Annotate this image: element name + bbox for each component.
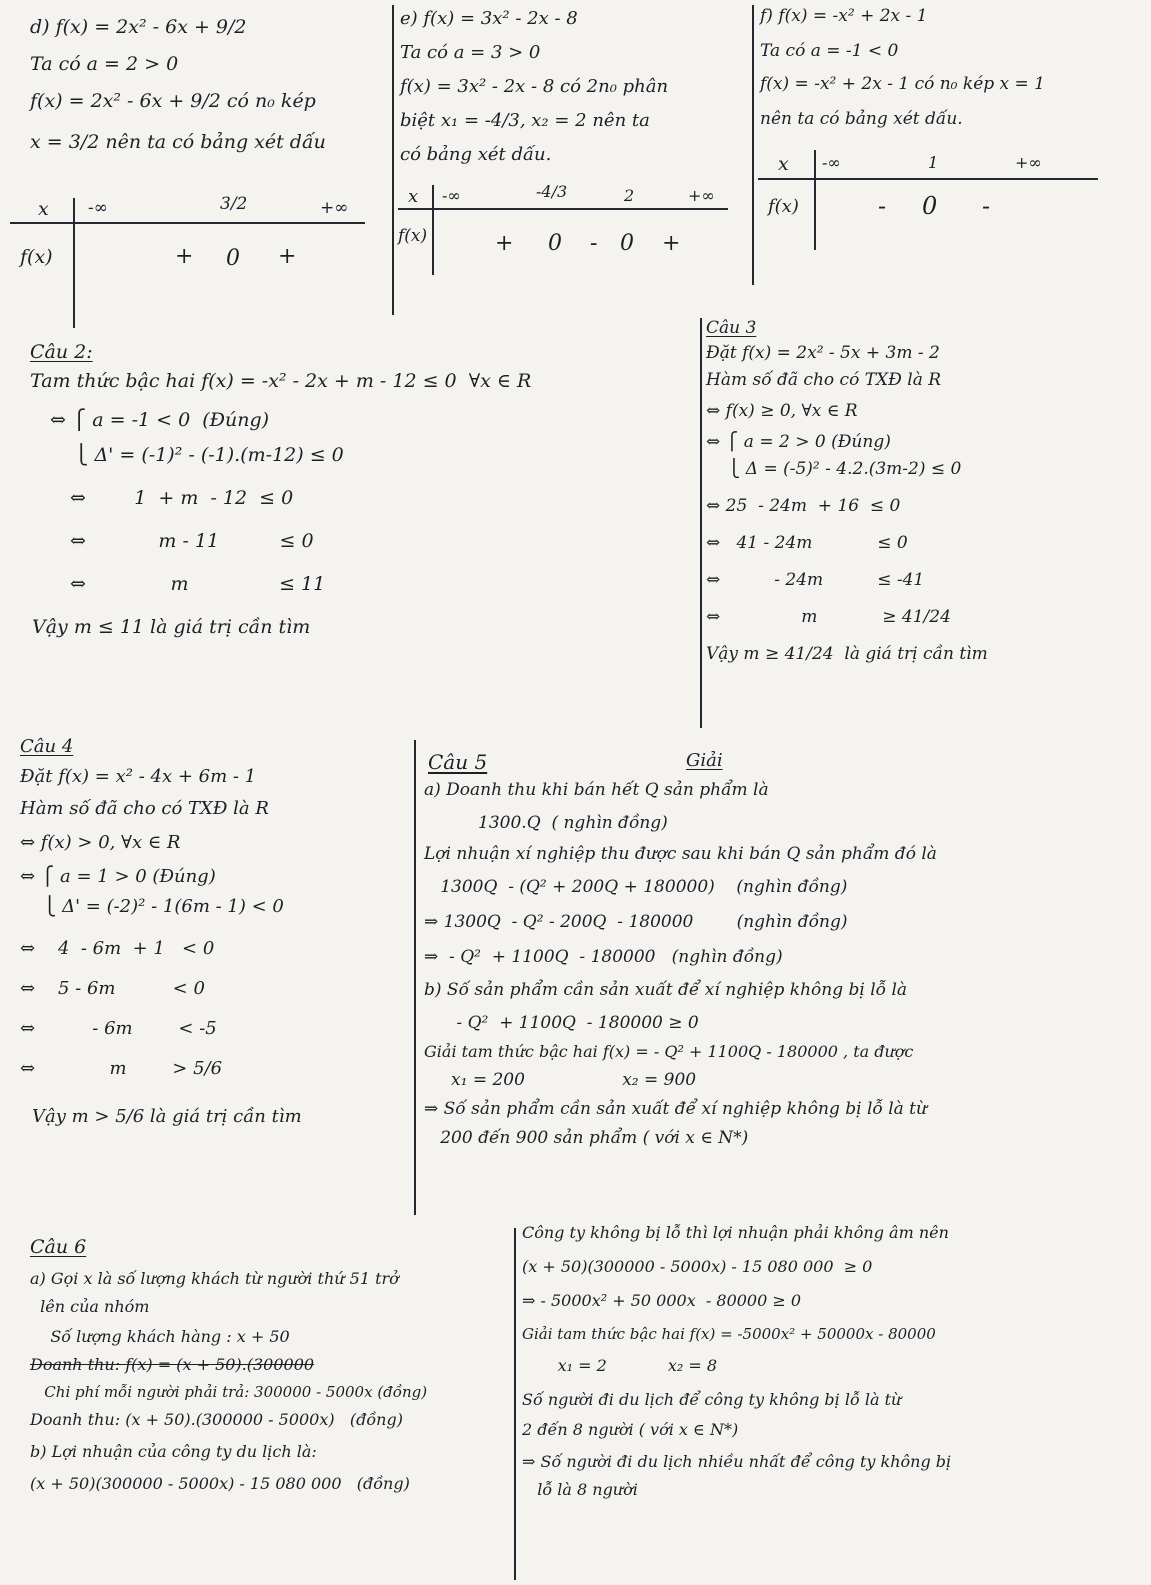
- part-e-line: có bảng xét dấu.: [400, 144, 552, 165]
- cau-3: [706, 320, 1146, 663]
- cau-6-title: Câu 6: [30, 1236, 87, 1258]
- cau-3-line: Đặt f(x) = 2x² - 5x + 3m - 2: [706, 343, 940, 363]
- cau-3-title: Câu 3: [706, 318, 757, 338]
- table-x-value: 1: [928, 153, 939, 172]
- cau-6-right: [522, 1225, 1147, 1498]
- table-sign: 0: [226, 246, 240, 271]
- cau-6-struck-line: Doanh thu: f(x) = (x + 50).(300000: [30, 1355, 315, 1374]
- divider: [752, 5, 754, 285]
- divider: [414, 740, 416, 1215]
- cau-4-line: ⇔ f(x) > 0, ∀x ∈ R: [20, 832, 181, 853]
- cau-4-line: ⇔ m > 5/6: [20, 1058, 223, 1079]
- cau-5-line: ⇒ - Q² + 1100Q - 180000 (nghìn đồng): [424, 947, 783, 967]
- part-e: [400, 10, 745, 164]
- cau-5-line: ⇒ 1300Q - Q² - 200Q - 180000 (nghìn đồng): [424, 912, 848, 932]
- table-sign: +: [495, 231, 514, 256]
- table-sign: +: [278, 244, 297, 269]
- cau-5-subtitle: Giải: [686, 750, 723, 771]
- cau-3-line: Hàm số đã cho có TXĐ là R: [706, 370, 942, 390]
- cau-5-line: ⇒ Số sản phẩm cần sản xuất để xí nghiệp không bị lỗ là từ: [424, 1099, 927, 1119]
- table-x-value: +∞: [320, 198, 349, 218]
- cau-2: [30, 343, 700, 637]
- divider: [392, 5, 394, 315]
- table-sign: -: [982, 192, 991, 220]
- cau-2-line: ⇔ m - 11 ≤ 0: [70, 530, 314, 552]
- part-d-line: Ta có a = 2 > 0: [30, 53, 179, 75]
- cau-4-line: Đặt f(x) = x² - 4x + 6m - 1: [20, 766, 257, 787]
- cau-6-line: b) Lợi nhuận của công ty du lịch là:: [30, 1442, 317, 1461]
- table-sign: 0: [620, 231, 634, 256]
- part-e-line: e) f(x) = 3x² - 2x - 8: [400, 8, 578, 29]
- cau-6-right-line: Công ty không bị lỗ thì lợi nhuận phải không âm nên: [522, 1223, 949, 1242]
- cau-6-right-line: x₁ = 2 x₂ = 8: [522, 1356, 718, 1375]
- cau-3-line: ⇔ m ≥ 41/24: [706, 607, 951, 627]
- cau-6-right-line: ⇒ - 5000x² + 50 000x - 80000 ≥ 0: [522, 1291, 802, 1310]
- table-x-value: +∞: [1015, 153, 1042, 172]
- cau-5-line: a) Doanh thu khi bán hết Q sản phẩm là: [424, 780, 769, 800]
- table-sign: 0: [548, 231, 562, 256]
- cau-4: [20, 738, 405, 1126]
- cau-6-right-line: 2 đến 8 người ( với x ∈ N*): [522, 1420, 739, 1439]
- table-x-label: x: [778, 153, 789, 175]
- table-x-value: -4/3: [536, 182, 568, 201]
- cau-3-line: ⇔ ⎧ a = 2 > 0 (Đúng): [706, 432, 891, 452]
- part-f-line: Ta có a = -1 < 0: [760, 41, 899, 61]
- cau-6-line: a) Gọi x là số lượng khách từ người thứ 51 trở: [30, 1269, 399, 1288]
- cau-3-line: ⇔ 41 - 24m ≤ 0: [706, 533, 908, 553]
- part-d-line: x = 3/2 nên ta có bảng xét dấu: [30, 131, 326, 153]
- cau-3-line: ⇔ 25 - 24m + 16 ≤ 0: [706, 496, 901, 516]
- table-x-value: +∞: [688, 186, 715, 205]
- cau-3-line: ⇔ f(x) ≥ 0, ∀x ∈ R: [706, 401, 858, 421]
- cau-6-line: lên của nhóm: [30, 1297, 150, 1316]
- cau-2-line: Tam thức bậc hai f(x) = -x² - 2x + m - 12 ≤ 0 ∀x ∈ R: [30, 370, 532, 392]
- table-x-value: -∞: [88, 198, 108, 218]
- part-f-line: f(x) = -x² + 2x - 1 có n₀ kép x = 1: [760, 74, 1045, 94]
- table-fx-label: f(x): [398, 226, 428, 246]
- cau-6: [30, 1238, 510, 1492]
- divider: [700, 318, 702, 728]
- cau-6-right-line: lỗ là 8 người: [522, 1480, 638, 1499]
- table-x-value: 3/2: [220, 194, 248, 214]
- cau-5-line: - Q² + 1100Q - 180000 ≥ 0: [424, 1013, 699, 1033]
- cau-5-line: b) Số sản phẩm cần sản xuất để xí nghiệp không bị lỗ là: [424, 980, 908, 1000]
- cau-6-right-line: Số người đi du lịch để công ty không bị lỗ là từ: [522, 1390, 902, 1409]
- cau-3-conclusion: Vậy m ≥ 41/24 là giá trị cần tìm: [706, 644, 988, 664]
- cau-5-line: Lợi nhuận xí nghiệp thu được sau khi bán Q sản phẩm đó là: [424, 844, 937, 864]
- cau-5-line: 200 đến 900 sản phẩm ( với x ∈ N*): [424, 1128, 749, 1148]
- cau-4-line: ⇔ 4 - 6m + 1 < 0: [20, 938, 215, 959]
- cau-2-line: ⇔ ⎧ a = -1 < 0 (Đúng): [50, 409, 270, 431]
- cau-6-right-line: Giải tam thức bậc hai f(x) = -5000x² + 50000x - 80000: [522, 1325, 936, 1343]
- table-fx-label: f(x): [20, 246, 53, 268]
- cau-5-line: x₁ = 200 x₂ = 900: [424, 1070, 697, 1090]
- cau-6-line: Doanh thu: (x + 50).(300000 - 5000x) (đồng): [30, 1410, 403, 1429]
- cau-4-title: Câu 4: [20, 736, 74, 757]
- cau-4-line: ⎩ Δ' = (-2)² - 1(6m - 1) < 0: [20, 896, 284, 917]
- table-x-value: -∞: [822, 153, 841, 172]
- cau-2-line: ⇔ 1 + m - 12 ≤ 0: [70, 487, 294, 509]
- cau-4-line: ⇔ - 6m < -5: [20, 1018, 217, 1039]
- table-x-value: -∞: [442, 186, 461, 205]
- cau-5: [424, 752, 1144, 1147]
- cau-4-line: ⇔ 5 - 6m < 0: [20, 978, 205, 999]
- part-d: [30, 18, 375, 152]
- part-f-line: nên ta có bảng xét dấu.: [760, 109, 963, 129]
- cau-3-line: ⇔ - 24m ≤ -41: [706, 570, 925, 590]
- table-fx-label: f(x): [768, 196, 799, 217]
- cau-4-line: ⇔ ⎧ a = 1 > 0 (Đúng): [20, 866, 216, 887]
- cau-6-line: Số lượng khách hàng : x + 50: [30, 1327, 290, 1346]
- table-sign: +: [175, 244, 194, 269]
- part-d-line: d) f(x) = 2x² - 6x + 9/2: [30, 16, 247, 38]
- cau-2-line: ⎩ Δ' = (-1)² - (-1).(m-12) ≤ 0: [50, 444, 344, 466]
- table-x-label: x: [38, 198, 49, 220]
- cau-5-line: 1300Q - (Q² + 200Q + 180000) (nghìn đồng): [424, 877, 848, 897]
- table-x-label: x: [408, 186, 419, 207]
- table-sign: -: [590, 231, 598, 256]
- cau-2-title: Câu 2:: [30, 341, 93, 363]
- part-d-line: f(x) = 2x² - 6x + 9/2 có n₀ kép: [30, 90, 316, 112]
- table-x-value: 2: [624, 186, 635, 205]
- part-e-line: f(x) = 3x² - 2x - 8 có 2n₀ phân: [400, 76, 669, 97]
- cau-2-line: ⇔ m ≤ 11: [70, 573, 326, 595]
- part-f-line: f) f(x) = -x² + 2x - 1: [760, 6, 928, 26]
- table-sign: -: [878, 192, 887, 220]
- cau-3-line: ⎩ Δ = (-5)² - 4.2.(3m-2) ≤ 0: [706, 459, 962, 479]
- cau-5-line: 1300.Q ( nghìn đồng): [424, 813, 668, 833]
- cau-6-line: (x + 50)(300000 - 5000x) - 15 080 000 (đồng): [30, 1474, 410, 1493]
- cau-4-line: Hàm số đã cho có TXĐ là R: [20, 798, 269, 819]
- cau-6-right-line: ⇒ Số người đi du lịch nhiều nhất để công ty không bị: [522, 1452, 952, 1471]
- cau-6-right-line: (x + 50)(300000 - 5000x) - 15 080 000 ≥ 0: [522, 1257, 873, 1276]
- cau-5-line: Giải tam thức bậc hai f(x) = - Q² + 1100Q - 180000 , ta được: [424, 1042, 914, 1061]
- cau-2-conclusion: Vậy m ≤ 11 là giá trị cần tìm: [32, 616, 311, 638]
- table-sign: 0: [922, 192, 938, 220]
- cau-6-line: Chi phí mỗi người phải trả: 300000 - 5000x (đồng): [30, 1383, 428, 1401]
- cau-4-conclusion: Vậy m > 5/6 là giá trị cần tìm: [32, 1106, 302, 1127]
- cau-5-title: Câu 5: [428, 750, 488, 774]
- divider: [514, 1228, 516, 1580]
- part-f: [760, 8, 1145, 128]
- table-sign: +: [662, 231, 681, 256]
- part-e-line: biệt x₁ = -4/3, x₂ = 2 nên ta: [400, 110, 650, 131]
- part-e-line: Ta có a = 3 > 0: [400, 42, 541, 63]
